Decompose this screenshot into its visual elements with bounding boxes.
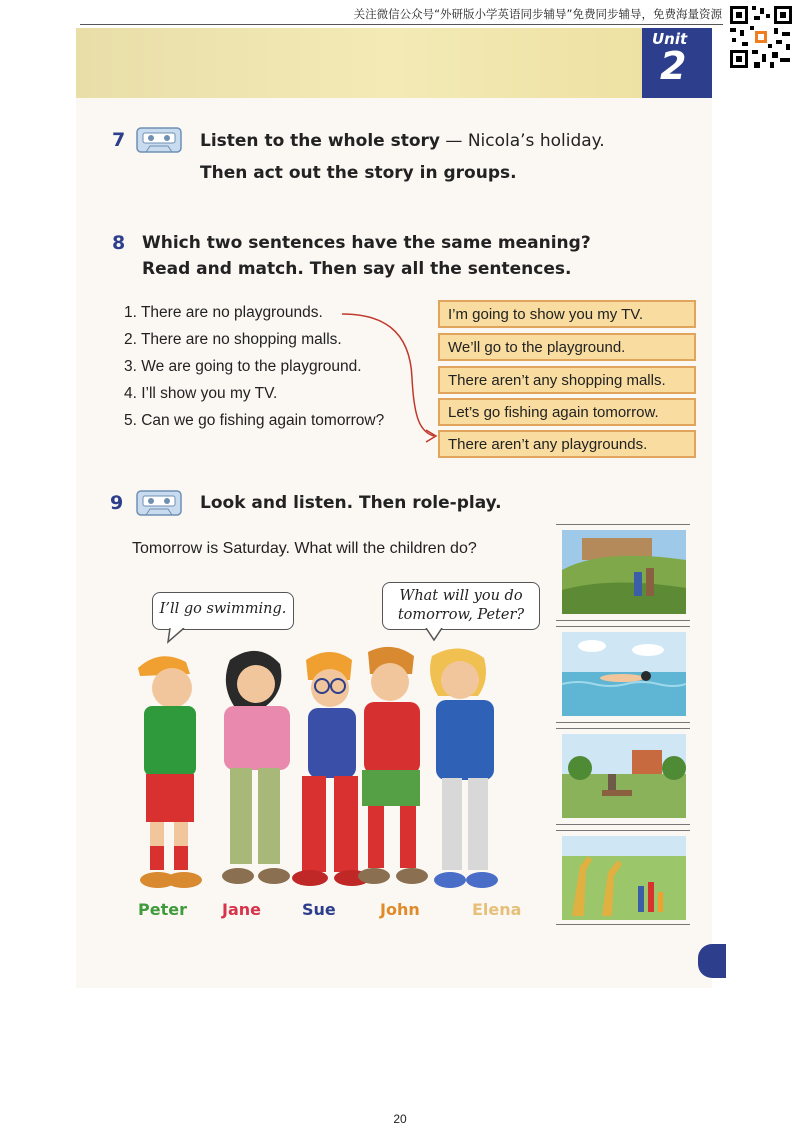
elena-figure bbox=[430, 648, 498, 888]
child-name-jane: Jane bbox=[222, 900, 261, 919]
thumb-divider bbox=[556, 924, 690, 925]
qr-code bbox=[728, 4, 794, 70]
exercise-7-story-title: — Nicola’s holiday. bbox=[440, 131, 605, 151]
thumb-divider bbox=[556, 626, 690, 627]
match-box-4: Let’s go fishing again tomorrow. bbox=[438, 398, 696, 426]
child-name-elena: Elena bbox=[472, 900, 522, 919]
exercise-7-bold-text: Listen to the whole story bbox=[200, 131, 441, 151]
john-figure bbox=[358, 647, 428, 884]
page-edge-tab bbox=[698, 944, 726, 978]
match-box-5: There aren’t any playgrounds. bbox=[438, 430, 696, 458]
picture-zoo bbox=[562, 836, 686, 920]
exercise-7-number: 7 bbox=[112, 129, 126, 151]
child-name-john: John bbox=[380, 900, 420, 919]
children-illustration bbox=[130, 640, 550, 898]
left-sentence-3: 3. We are going to the playground. bbox=[124, 358, 362, 375]
match-box-3: There aren’t any shopping malls. bbox=[438, 366, 696, 394]
left-sentence-4: 4. I’ll show you my TV. bbox=[124, 385, 278, 402]
left-sentence-5: 5. Can we go fishing again tomorrow? bbox=[124, 412, 385, 429]
left-sentence-2: 2. There are no shopping malls. bbox=[124, 331, 342, 348]
speech-bubble-peter: I’ll go swimming. bbox=[152, 592, 294, 630]
exercise-8-number: 8 bbox=[112, 232, 126, 254]
match-box-2: We’ll go to the playground. bbox=[438, 333, 696, 361]
child-name-peter: Peter bbox=[138, 900, 187, 919]
cassette-icon bbox=[136, 490, 182, 516]
exercise-8-line-2: Read and match. Then say all the sentences. bbox=[142, 259, 572, 279]
thumb-divider bbox=[556, 830, 690, 831]
match-box-1: I’m going to show you my TV. bbox=[438, 300, 696, 328]
child-name-sue: Sue bbox=[302, 900, 336, 919]
promo-text: 关注微信公众号“外研版小学英语同步辅导”免费同步辅导，免费海量资源 bbox=[353, 7, 722, 21]
thumb-divider bbox=[556, 728, 690, 729]
thumb-divider bbox=[556, 722, 690, 723]
sue-figure bbox=[292, 652, 370, 886]
match-arrow bbox=[340, 308, 440, 448]
bubble-line-1: What will you do bbox=[399, 588, 523, 604]
picture-hill-walk bbox=[562, 530, 686, 614]
exercise-9-intro: Tomorrow is Saturday. What will the children do? bbox=[132, 540, 477, 557]
picture-swimming bbox=[562, 632, 686, 716]
exercise-7-line-2: Then act out the story in groups. bbox=[200, 163, 517, 183]
exercise-7-line-1 bbox=[200, 131, 605, 151]
thumb-divider bbox=[556, 524, 690, 525]
exercise-9-title: Look and listen. Then role-play. bbox=[200, 493, 502, 513]
cassette-icon bbox=[136, 127, 182, 153]
unit-tab bbox=[642, 28, 712, 98]
jane-figure bbox=[222, 651, 290, 884]
speech-bubble-elena bbox=[382, 582, 540, 630]
thumb-divider bbox=[556, 824, 690, 825]
page-number: 20 bbox=[393, 1112, 407, 1126]
left-sentence-1: 1. There are no playgrounds. bbox=[124, 304, 323, 321]
thumb-divider bbox=[556, 620, 690, 621]
unit-label: Unit bbox=[652, 30, 688, 48]
exercise-8-line-1: Which two sentences have the same meaning? bbox=[142, 233, 591, 253]
unit-number: 2 bbox=[660, 44, 687, 88]
unit-banner bbox=[76, 28, 642, 98]
peter-figure bbox=[138, 656, 202, 888]
picture-park bbox=[562, 734, 686, 818]
exercise-9-number: 9 bbox=[110, 492, 124, 514]
header-rule bbox=[80, 24, 723, 25]
bubble-line-2: tomorrow, Peter? bbox=[397, 607, 525, 623]
